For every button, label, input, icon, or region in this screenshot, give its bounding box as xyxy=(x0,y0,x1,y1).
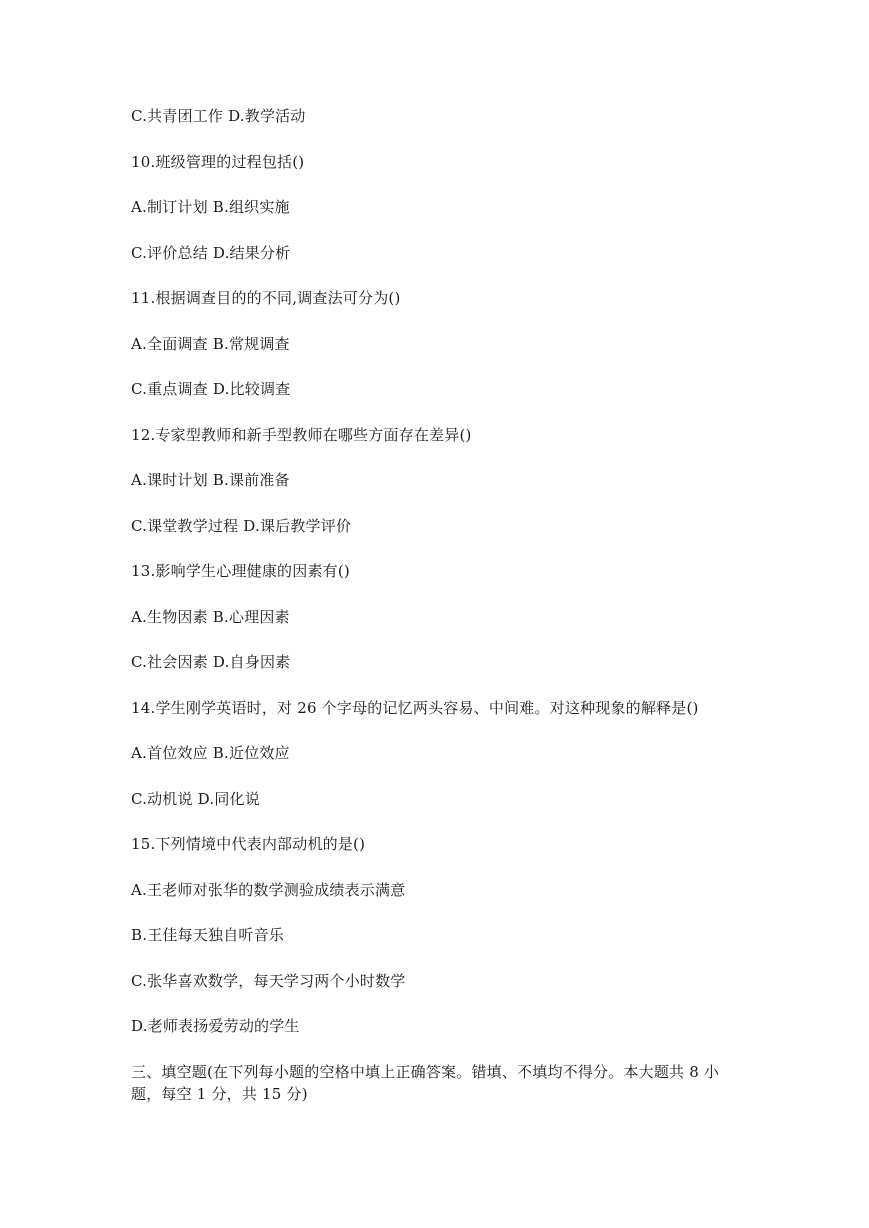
option-line: C.重点调查 D.比较调查 xyxy=(131,380,291,398)
option-line: A.王老师对张华的数学测验成绩表示满意 xyxy=(131,881,406,899)
option-line: A.课时计划 B.课前准备 xyxy=(131,471,290,489)
option-line: A.首位效应 B.近位效应 xyxy=(131,744,290,762)
question-line: 13.影响学生心理健康的因素有() xyxy=(131,562,350,580)
option-line: C.动机说 D.同化说 xyxy=(131,790,260,808)
option-line: C.评价总结 D.结果分析 xyxy=(131,244,291,262)
section-heading: 三、填空题(在下列每小题的空格中填上正确答案。错填、不填均不得分。本大题共 8 小题，每空 1 分，共 15 分) xyxy=(131,1063,720,1103)
question-line: 10.班级管理的过程包括() xyxy=(131,153,305,171)
option-line: B.王佳每天独自听音乐 xyxy=(131,926,284,944)
question-line: 11.根据调查目的的不同,调查法可分为() xyxy=(131,289,401,307)
option-line: C.共青团工作 D.教学活动 xyxy=(131,107,306,125)
option-line: C.社会因素 D.自身因素 xyxy=(131,653,291,671)
question-line: 15.下列情境中代表内部动机的是() xyxy=(131,835,366,853)
question-line: 14.学生刚学英语时，对 26 个字母的记忆两头容易、中间难。对这种现象的解释是() xyxy=(131,699,699,717)
option-line: A.生物因素 B.心理因素 xyxy=(131,608,290,626)
option-line: A.制订计划 B.组织实施 xyxy=(131,198,290,216)
option-line: C.张华喜欢数学，每天学习两个小时数学 xyxy=(131,972,406,990)
option-line: D.老师表扬爱劳动的学生 xyxy=(131,1017,300,1035)
option-line: A.全面调查 B.常规调查 xyxy=(131,335,290,353)
option-line: C.课堂教学过程 D.课后教学评价 xyxy=(131,517,352,535)
question-line: 12.专家型教师和新手型教师在哪些方面存在差异() xyxy=(131,426,472,444)
